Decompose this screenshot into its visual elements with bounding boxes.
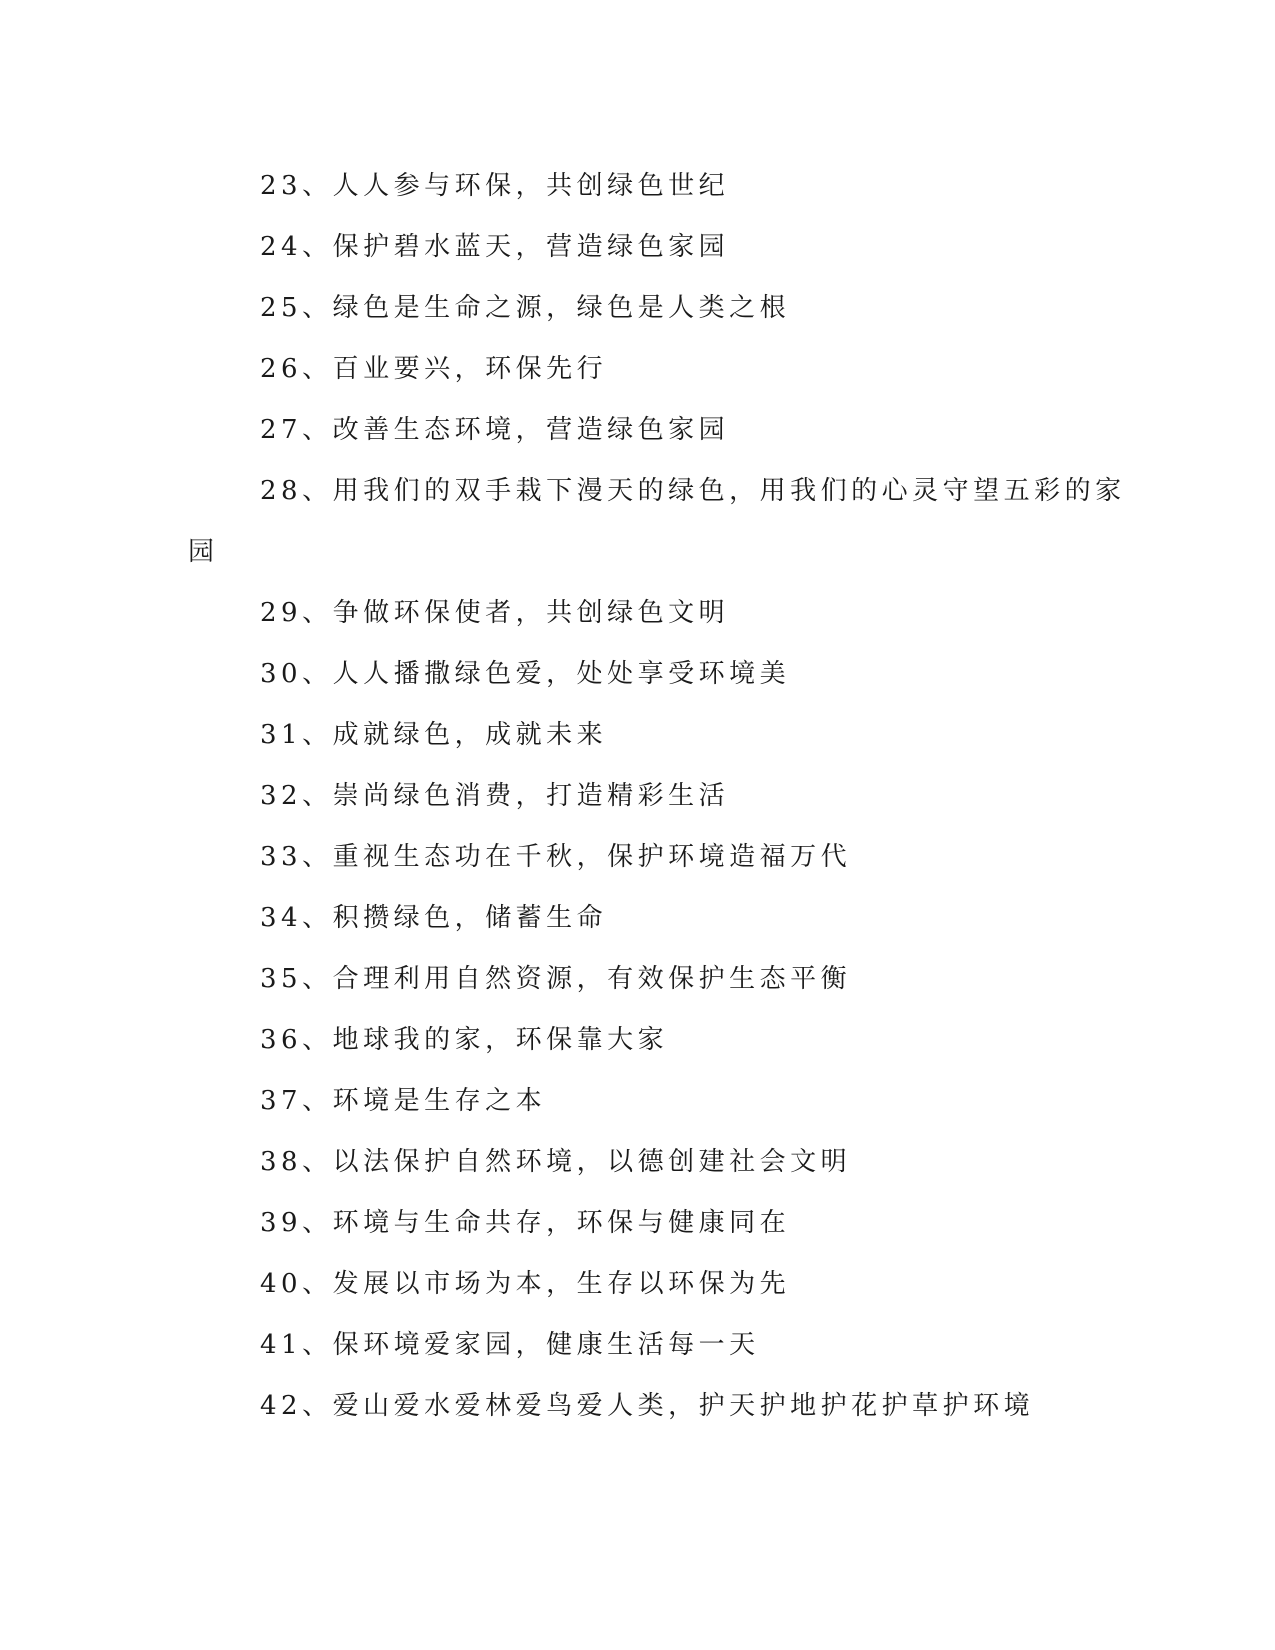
slogan-line: 36、地球我的家，环保靠大家: [260, 1025, 669, 1055]
slogan-line: 28、用我们的双手栽下漫天的绿色，用我们的心灵守望五彩的家: [260, 476, 1126, 506]
slogan-line: 41、保环境爱家园，健康生活每一天: [260, 1330, 760, 1360]
slogan-line: 33、重视生态功在千秋，保护环境造福万代: [260, 842, 852, 872]
slogan-line: 37、环境是生存之本: [260, 1086, 547, 1116]
slogan-line: 35、合理利用自然资源，有效保护生态平衡: [260, 964, 852, 994]
slogan-line: 29、争做环保使者，共创绿色文明: [260, 598, 730, 628]
slogan-line: 39、环境与生命共存，环保与健康同在: [260, 1208, 791, 1238]
slogan-line: 42、爱山爱水爱林爱鸟爱人类，护天护地护花护草护环境: [260, 1391, 1035, 1421]
slogan-line: 40、发展以市场为本，生存以环保为先: [260, 1269, 791, 1299]
slogan-line: 27、改善生态环境，营造绿色家园: [260, 415, 730, 445]
slogan-line: 26、百业要兴，环保先行: [260, 354, 608, 384]
slogan-line: 31、成就绿色，成就未来: [260, 720, 608, 750]
slogan-line: 34、积攒绿色，储蓄生命: [260, 903, 608, 933]
slogan-line: 30、人人播撒绿色爱，处处享受环境美: [260, 659, 791, 689]
slogan-line: 38、以法保护自然环境，以德创建社会文明: [260, 1147, 852, 1177]
slogan-line: 25、绿色是生命之源，绿色是人类之根: [260, 293, 791, 323]
slogan-line: 23、人人参与环保，共创绿色世纪: [260, 171, 730, 201]
slogan-line: 32、崇尚绿色消费，打造精彩生活: [260, 781, 730, 811]
slogan-line-continuation: 园: [188, 537, 219, 567]
slogan-line: 24、保护碧水蓝天，营造绿色家园: [260, 232, 730, 262]
